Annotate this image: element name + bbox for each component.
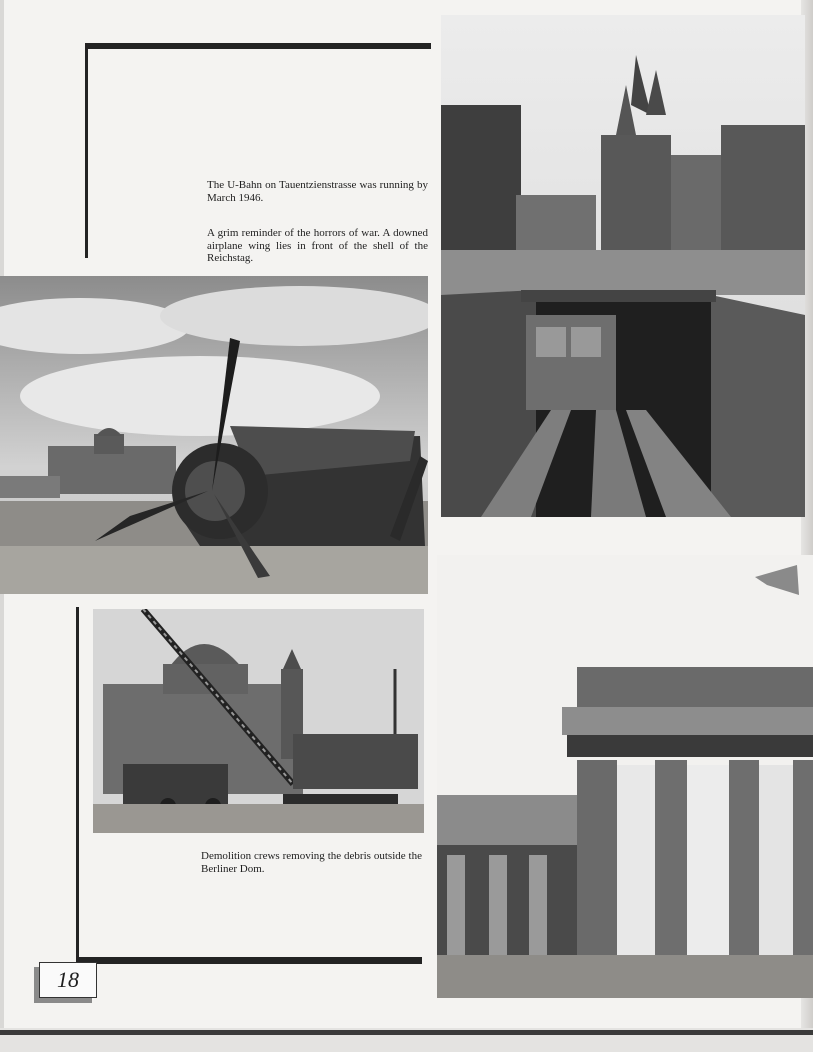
caption-berliner-dom: Demolition crews removing the debris outside the Berliner Dom. bbox=[201, 850, 422, 875]
caption-frame-top bbox=[85, 43, 431, 258]
photo-reichstag-airplane bbox=[0, 276, 428, 594]
page-number: 18 bbox=[39, 962, 97, 998]
photo-brandenburg-gate bbox=[437, 555, 813, 998]
caption-reichstag: A grim reminder of the horrors of war. A downed airplane wing lies in front of the shell of the Reichstag. bbox=[207, 227, 428, 264]
photo-ubahn-tauentzienstrasse bbox=[441, 15, 805, 517]
page-bottom-rule bbox=[0, 1030, 813, 1035]
caption-ubahn: The U-Bahn on Tauentzienstrasse was running by March 1946. bbox=[207, 179, 428, 204]
caption-frame-bottom bbox=[76, 607, 422, 964]
